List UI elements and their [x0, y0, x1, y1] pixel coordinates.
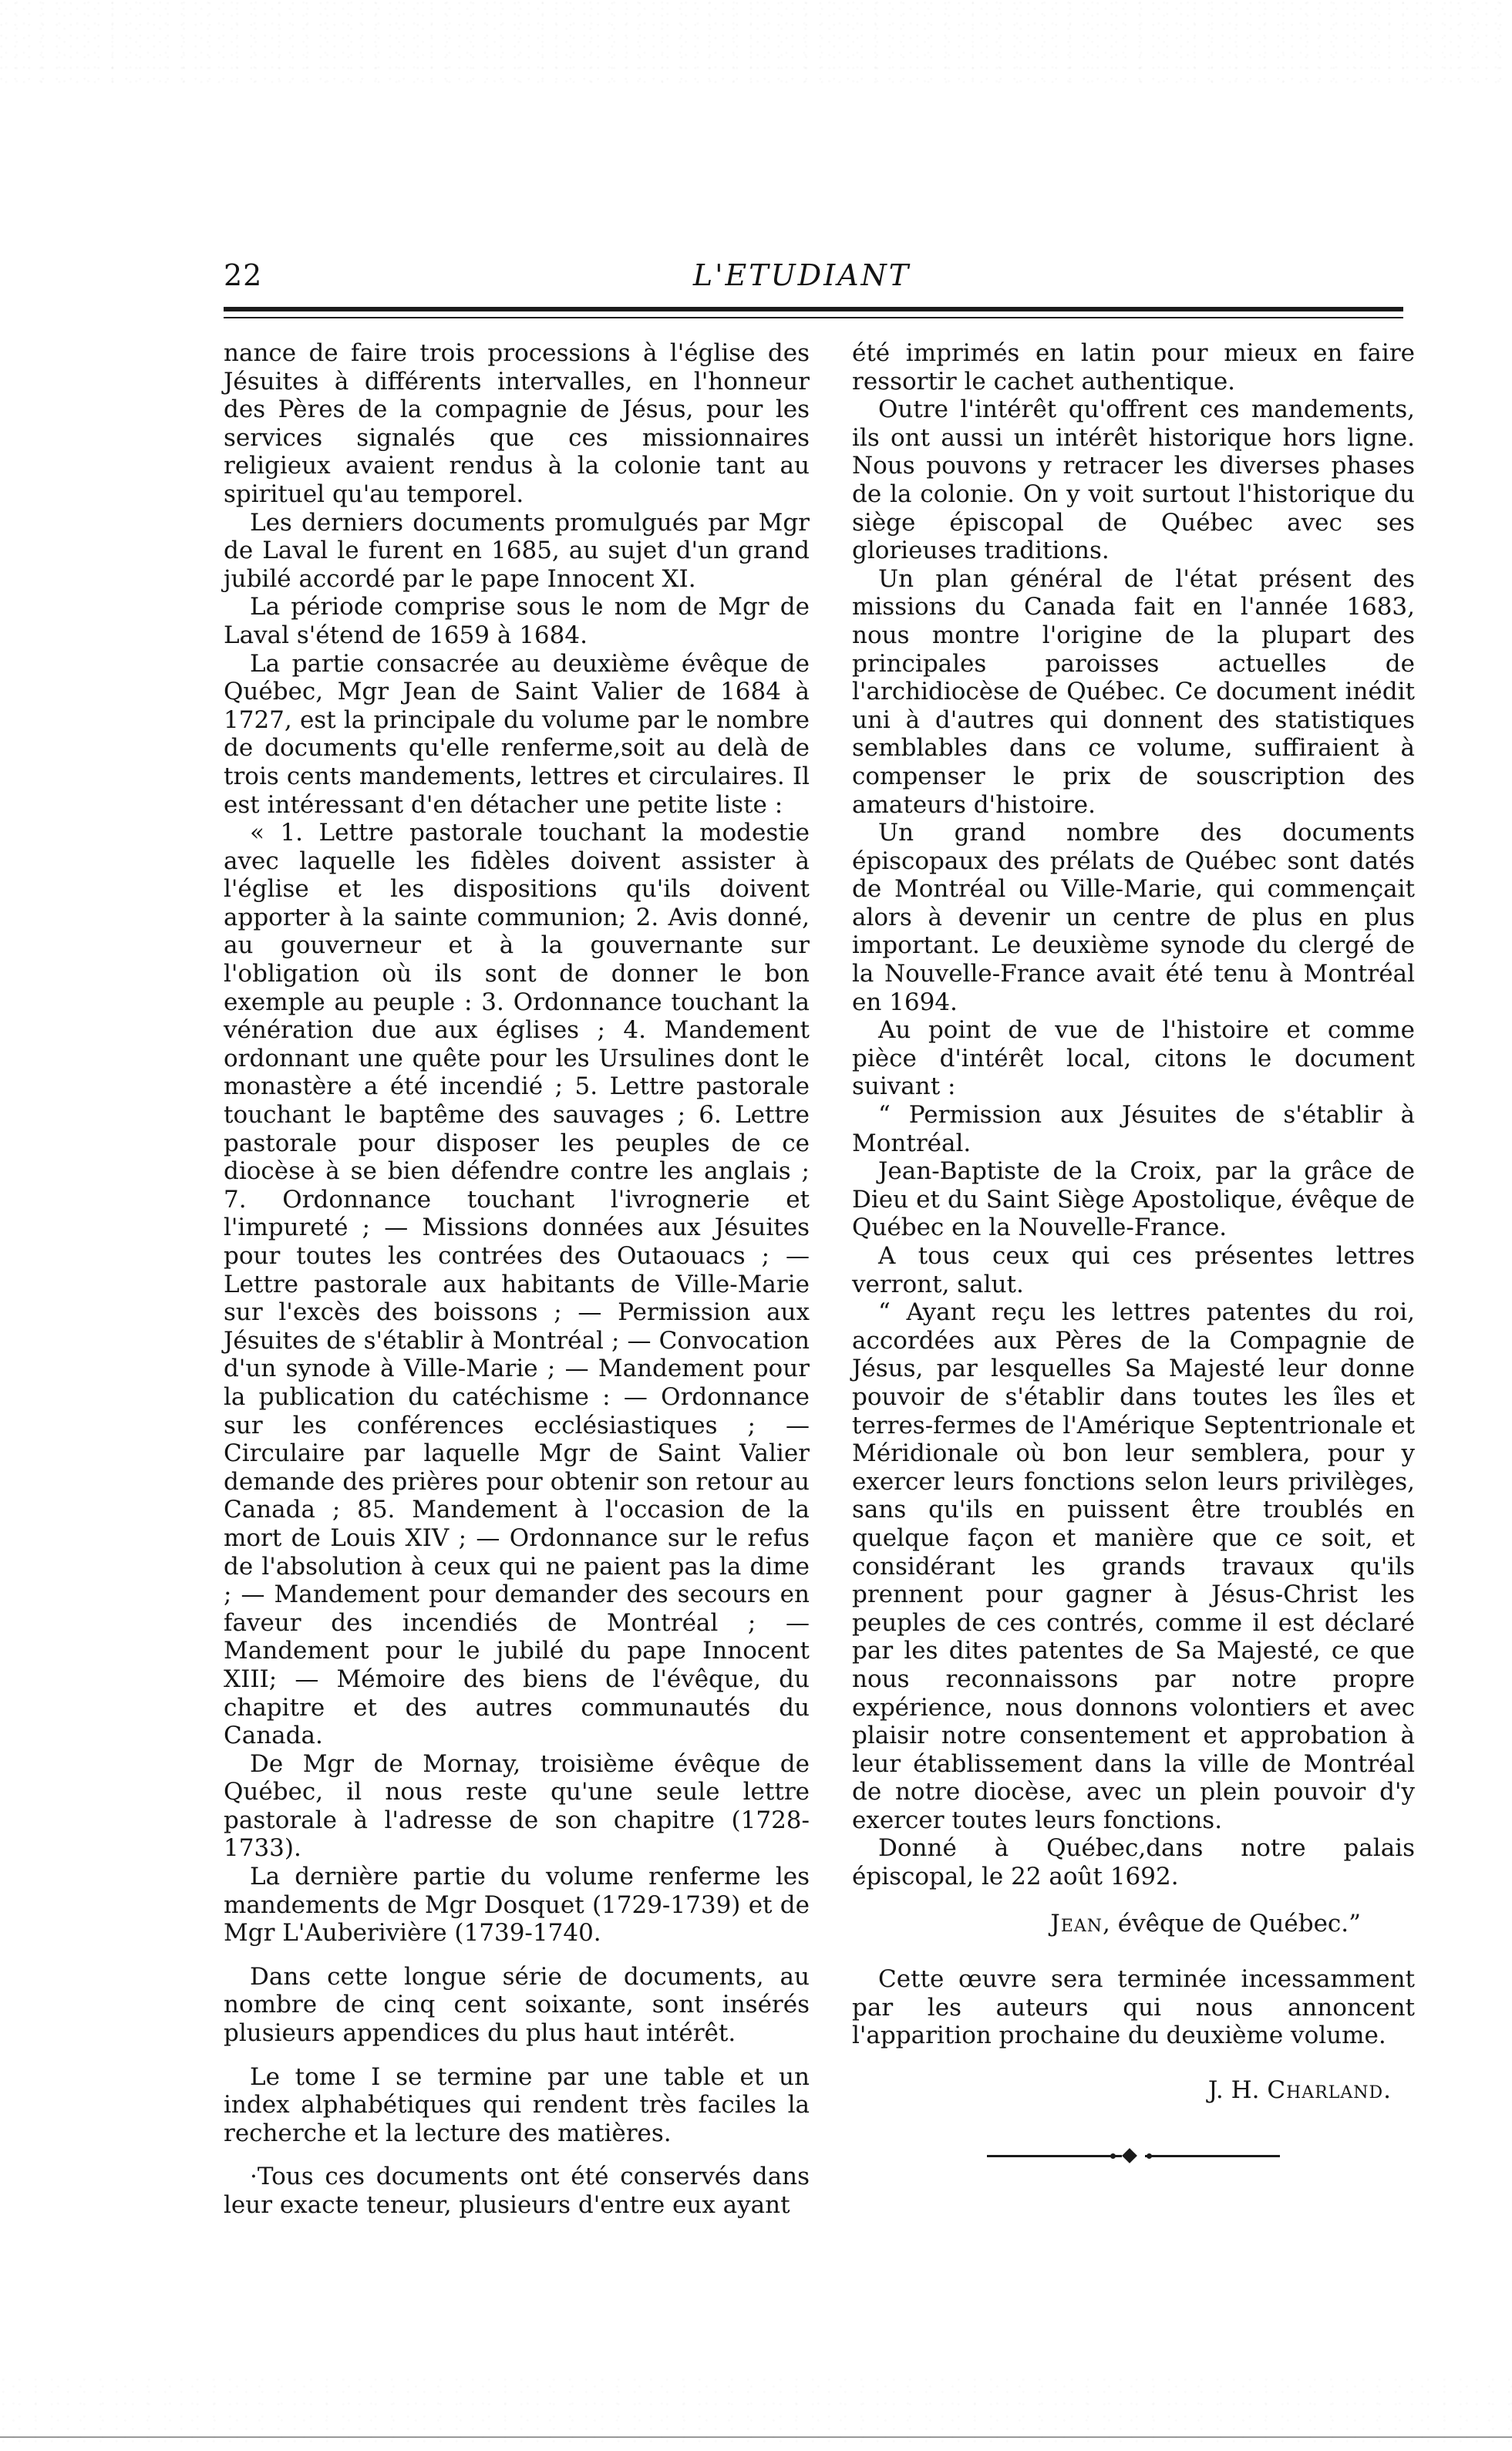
author-signature: [852, 2076, 1415, 2105]
ornament-dot: [1110, 2153, 1116, 2159]
paragraph: Le tome I se termine par une table et un index alphabétiques qui rendent très faciles la recherche et la lecture des matières.: [224, 2062, 810, 2147]
scan-speckle-top: [0, 0, 1512, 85]
scan-bottom-edge: [0, 2436, 1512, 2438]
document-list: « 1. Lettre pastorale touchant la modestie avec laquelle les fidèles doivent assister à l'église et les dispositions qu'ils doivent apporter à la sainte communion; 2. Avis donné, au gouverneur et à la gouvernante sur l'obligation où ils sont de donner le bon exemple au peuple : 3. Ordonnance touchant la vénération due aux églises ; 4. Mandement ordonnant une quête pour les Ursulines dont le monastère a été incendié ; 5. Lettre pastorale touchant le baptême des sauvages ; 6. Lettre pastorale pour disposer les peuples de ce diocèse à se bien défendre contre les anglais ; 7. Ordonnance touchant l'ivrognerie et l'impureté ; — Missions données aux Jésuites pour toutes les contrées des Outaouacs ; — Lettre pastorale aux habitants de Ville-Marie sur l'excès des boissons ; — Permission aux Jésuites de s'établir à Montréal ; — Convocation d'un synode à Ville-Marie ; — Mandement pour la publication du catéchisme : — Ordonnance sur les conférences ecclésiastiques ; — Circulaire par laquelle Mgr de Saint Valier demande des prières pour obtenir son retour au Canada ; 85. Mandement à l'occasion de la mort de Louis XIV ; — Ordonnance sur le refus de l'absolution à ceux qui ne paient pas la dime ; — Mandement pour demander des secours en faveur des incendiés de Montréal ; — Mandement pour le jubilé du pape Innocent XIII; — Mémoire des biens de l'évêque, du chapitre et des autres communautés du Canada.: [224, 819, 810, 1750]
quoted-title: “ Permission aux Jésuites de s'établir à Montréal.: [852, 1101, 1415, 1157]
author-surname: Charland.: [1267, 2076, 1392, 2105]
journal-title: L'ETUDIANT: [692, 258, 911, 292]
paragraph: Dans cette longue série de documents, au nombre de cinq cent soixante, sont insérés plusieurs appendices du plus haut intérêt.: [224, 1962, 810, 2048]
ornament-bar-left: [987, 2155, 1122, 2157]
quoted-letter: “ Ayant reçu les lettres patentes du roi, accordées aux Pères de la Compagnie de Jésus, par lesquelles Sa Majesté leur donne pouvoir de s'établir dans toutes les îles et terres-fermes de l'Amérique Septentrionale et Méridionale où bon leur semblera, pour y exercer leurs fonctions selon leurs privilèges, sans qu'ils en puissent être troublés en quelque façon et manière que ce soit, et considérant les grands travaux qu'ils prennent pour gagner à Jésus-Christ les peuples de ces contrés, comme il est déclaré par les dites patentes de Sa Majesté, ce que nous reconnaissons par notre propre expérience, nous donnons volontiers et avec plaisir notre consentement et approbation à leur établissement dans la ville de Montréal de notre diocèse, avec un plein pouvoir d'y exercer toutes leurs fonctions.: [852, 1298, 1415, 1834]
paragraph: De Mgr de Mornay, troisième évêque de Québec, il nous reste qu'une seule lettre pastorale à l'adresse de son chapitre (1728-1733).: [224, 1749, 810, 1863]
header-rule-thin: [224, 317, 1403, 318]
author-initials: J. H.: [1207, 2076, 1268, 2105]
section-end-ornament: [987, 2148, 1280, 2163]
scan-speckle-bottom: [0, 2375, 1512, 2451]
paragraph: Les derniers documents promulgués par Mgr de Laval le furent en 1685, au sujet d'un grand jubilé accordé par le pape Innocent XI.: [224, 508, 810, 593]
signature-name: Jean: [1050, 1909, 1103, 1938]
paragraph: Au point de vue de l'histoire et comme pièce d'intérêt local, citons le document suivant :: [852, 1016, 1415, 1101]
paragraph: Outre l'intérêt qu'offrent ces mandements, ils ont aussi un intérêt historique hors ligne. Nous pouvons y retracer les diverses phases de la colonie. On y voit surtout l'historique du siège épiscopal de Québec avec ses glorieuses traditions.: [852, 396, 1415, 565]
paragraph: été imprimés en latin pour mieux en faire ressortir le cachet authentique.: [852, 339, 1415, 396]
ornament-diamond: [1122, 2148, 1137, 2163]
paragraph: La période comprise sous le nom de Mgr de Laval s'étend de 1659 à 1684.: [224, 593, 810, 649]
left-column: [224, 339, 810, 2220]
paragraph: Donné à Québec,dans notre palais épiscopal, le 22 août 1692.: [852, 1834, 1415, 1891]
ornament-bar-right: [1145, 2155, 1280, 2157]
page-number: 22: [224, 258, 263, 292]
paragraph: La partie consacrée au deuxième évêque de Québec, Mgr Jean de Saint Valier de 1684 à 1727, est la principale du volume par le nombre de documents qu'elle renferme,soit au delà de trois cents mandements, lettres et circulaires. Il est intéressant d'en détacher une petite liste :: [224, 649, 810, 819]
closing-paragraph: Cette œuvre sera terminée incessamment par les auteurs qui nous annoncent l'apparition prochaine du deuxième volume.: [852, 1965, 1415, 2050]
signature-title: , évêque de Québec.”: [1103, 1909, 1361, 1938]
paragraph: A tous ceux qui ces présentes lettres verront, salut.: [852, 1242, 1415, 1298]
header-rule-thick: [224, 307, 1403, 311]
paragraph: ·Tous ces documents ont été conservés dans leur exacte teneur, plusieurs d'entre eux ayant: [224, 2163, 810, 2219]
signature-line: [852, 1910, 1415, 1938]
paragraph: nance de faire trois processions à l'église des Jésuites à différents intervalles, en l'honneur des Pères de la compagnie de Jésus, pour les services signalés que ces missionnaires religieux avaient rendus à la colonie tant au spirituel qu'au temporel.: [224, 339, 810, 508]
paragraph: Un plan général de l'état présent des missions du Canada fait en l'année 1683, nous montre l'origine de la plupart des principales paroisses actuelles de l'archidiocèse de Québec. Ce document inédit uni à d'autres qui donnent des statistiques semblables dans ce volume, suffiraient à compenser le prix de souscription des amateurs d'histoire.: [852, 564, 1415, 819]
paragraph: La dernière partie du volume renferme les mandements de Mgr Dosquet (1729-1739) et de Mgr L'Auberivière (1739-1740.: [224, 1863, 810, 1948]
right-column: [852, 339, 1415, 2163]
paragraph: Un grand nombre des documents épiscopaux des prélats de Québec sont datés de Montréal ou Ville-Marie, qui commençait alors à devenir un centre de plus en plus important. Le deuxième synode du clergé de la Nouvelle-France avait été tenu à Montréal en 1694.: [852, 819, 1415, 1016]
paragraph: Jean-Baptiste de la Croix, par la grâce de Dieu et du Saint Siège Apostolique, évêque de Québec en la Nouvelle-France.: [852, 1157, 1415, 1242]
